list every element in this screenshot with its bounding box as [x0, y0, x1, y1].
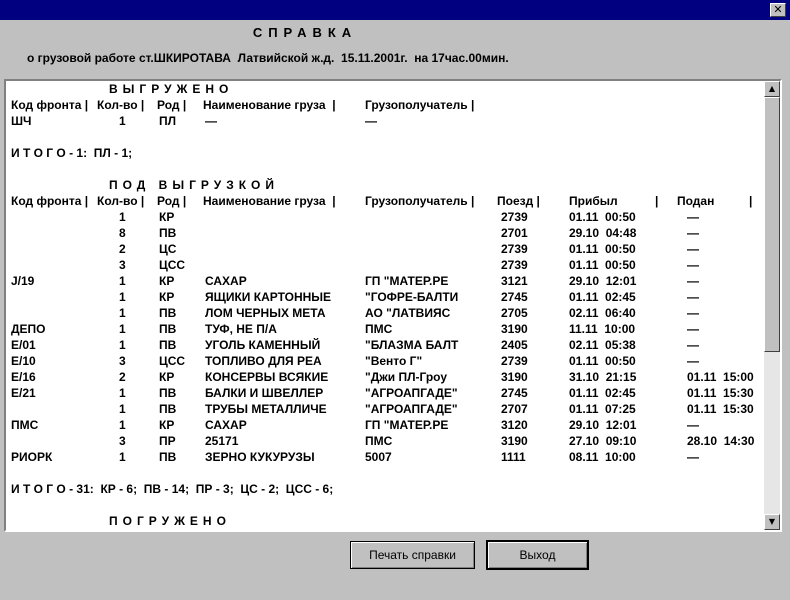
report-cell: ЦС — [159, 242, 177, 256]
report-cell: — — [687, 274, 699, 288]
report-cell: 01.11 15:30 — [687, 386, 754, 400]
report-cell: 1 — [119, 418, 126, 432]
blank-line — [9, 162, 769, 178]
column-header: | — [655, 194, 659, 208]
report-cell: БАЛКИ И ШВЕЛЛЕР — [205, 386, 324, 400]
section-total: И Т О Г О - 31: КР - 6; ПВ - 14; ПР - 3; ЦС - 2; ЦСС - 6; — [11, 482, 334, 496]
report-cell: 2707 — [501, 402, 528, 416]
report-cell: 25171 — [205, 434, 239, 448]
report-cell: 2739 — [501, 210, 528, 224]
report-cell: ЗЕРНО КУКУРУЗЫ — [205, 450, 315, 464]
report-cell: ЦСС — [159, 258, 186, 272]
column-header: Род | — [157, 194, 187, 208]
column-header: Подан — [677, 194, 715, 208]
column-header: Кол-во | — [97, 194, 145, 208]
report-cell: — — [687, 290, 699, 304]
report-cell: "АГРОАПГАДЕ" — [365, 402, 458, 416]
report-row — [9, 210, 769, 226]
column-header-row — [9, 98, 769, 114]
report-cell: 1 — [119, 114, 126, 128]
report-cell: ПВ — [159, 226, 177, 240]
report-cell: КР — [159, 274, 175, 288]
report-cell: 3 — [119, 258, 126, 272]
report-cell: 1 — [119, 386, 126, 400]
report-cell: САХАР — [205, 418, 247, 432]
report-cell: ШЧ — [11, 114, 32, 128]
report-cell: 01.11 00:50 — [569, 210, 636, 224]
report-cell: 01.11 02:45 — [569, 386, 636, 400]
report-cell: ПР — [159, 434, 176, 448]
exit-button[interactable]: Выход — [487, 541, 588, 569]
window-titlebar — [0, 0, 790, 20]
section-title-line — [9, 514, 769, 530]
report-cell: 1 — [119, 274, 126, 288]
scroll-down-button[interactable] — [764, 514, 780, 530]
vertical-scrollbar[interactable] — [764, 81, 780, 530]
section-total: И Т О Г О - 1: ПЛ - 1; — [11, 146, 133, 160]
report-row — [9, 450, 769, 466]
report-cell: КР — [159, 418, 175, 432]
column-header: Поезд | — [497, 194, 540, 208]
report-cell: — — [687, 306, 699, 320]
report-subtitle: о грузовой работе ст.ШКИРОТАВА Латвийской ж.д. 15.11.2001г. на 17час.00мин. — [27, 51, 509, 65]
report-cell: 1 — [119, 338, 126, 352]
column-header: Наименование груза | — [203, 98, 336, 112]
report-cell: ЛОМ ЧЕРНЫХ МЕТА — [205, 306, 326, 320]
report-cell: УГОЛЬ КАМЕННЫЙ — [205, 338, 321, 352]
report-cell: ПМС — [365, 434, 393, 448]
column-header: Наименование груза | — [203, 194, 336, 208]
close-button[interactable]: ✕ — [770, 3, 786, 17]
report-cell: — — [687, 226, 699, 240]
total-line — [9, 482, 769, 498]
report-row — [9, 226, 769, 242]
report-cell: — — [687, 210, 699, 224]
report-cell: КОНСЕРВЫ ВСЯКИЕ — [205, 370, 329, 384]
scroll-thumb[interactable] — [764, 97, 780, 352]
report-cell: ГП "МАТЕР.РЕ — [365, 418, 449, 432]
section-title: ПОГРУЖЕНО — [109, 514, 231, 528]
report-cell: 1 — [119, 402, 126, 416]
report-cell: РИОРК — [11, 450, 53, 464]
report-cell: ДЕПО — [11, 322, 46, 336]
report-title: СПРАВКА — [252, 25, 358, 40]
report-cell: САХАР — [205, 274, 247, 288]
report-cell: — — [205, 114, 217, 128]
report-row — [9, 242, 769, 258]
report-cell: — — [687, 338, 699, 352]
column-header: Грузополучатель | — [365, 194, 475, 208]
report-cell: 01.11 15:30 — [687, 402, 754, 416]
report-row — [9, 274, 769, 290]
total-line — [9, 146, 769, 162]
report-cell: 3 — [119, 434, 126, 448]
column-header: Грузополучатель | — [365, 98, 475, 112]
report-cell: ПВ — [159, 386, 177, 400]
report-cell: — — [687, 242, 699, 256]
report-cell: "АГРОАПГАДЕ" — [365, 386, 458, 400]
section-title: ПОД ВЫГРУЗКОЙ — [109, 178, 280, 192]
report-cell: 2745 — [501, 386, 528, 400]
section-title-line — [9, 178, 769, 194]
report-cell: 01.11 02:45 — [569, 290, 636, 304]
report-cell: 11.11 10:00 — [569, 322, 636, 336]
section-title-line — [9, 82, 769, 98]
report-cell: ЦСС — [159, 354, 186, 368]
column-header: | — [749, 194, 753, 208]
report-cell: Е/10 — [11, 354, 36, 368]
report-cell: 5007 — [365, 450, 392, 464]
report-row — [9, 386, 769, 402]
arrow-down-icon: ▼ — [768, 517, 776, 526]
section-title: ВЫГРУЖЕНО — [109, 82, 234, 96]
report-cell: ЯЩИКИ КАРТОННЫЕ — [205, 290, 332, 304]
report-cell: 3121 — [501, 274, 528, 288]
report-cell: 2739 — [501, 242, 528, 256]
report-cell: 1 — [119, 450, 126, 464]
report-cell: КР — [159, 210, 175, 224]
print-report-button[interactable]: Печать справки — [350, 541, 475, 569]
report-cell: КР — [159, 370, 175, 384]
report-cell: 8 — [119, 226, 126, 240]
report-cell: 3190 — [501, 322, 528, 336]
report-cell: ПВ — [159, 322, 177, 336]
report-row — [9, 322, 769, 338]
report-cell: 1 — [119, 322, 126, 336]
report-row — [9, 434, 769, 450]
arrow-up-icon: ▲ — [768, 84, 776, 93]
report-cell: — — [687, 450, 699, 464]
report-row — [9, 370, 769, 386]
report-cell: — — [687, 354, 699, 368]
report-content — [9, 82, 769, 532]
report-cell: 3120 — [501, 418, 528, 432]
report-cell: 2405 — [501, 338, 528, 352]
report-cell: ПМС — [365, 322, 393, 336]
report-cell: 01.11 00:50 — [569, 258, 636, 272]
report-row — [9, 306, 769, 322]
report-cell: Е/16 — [11, 370, 36, 384]
report-cell: ПМС — [11, 418, 39, 432]
report-cell: 1 — [119, 210, 126, 224]
report-cell: "Венто Г" — [365, 354, 423, 368]
scroll-up-button[interactable] — [764, 81, 780, 97]
report-cell: 2745 — [501, 290, 528, 304]
blank-line — [9, 130, 769, 146]
column-header-row — [9, 194, 769, 210]
blank-line — [9, 466, 769, 482]
report-cell: 28.10 14:30 — [687, 434, 755, 448]
report-text-area[interactable] — [4, 79, 782, 532]
report-row — [9, 114, 769, 130]
report-cell: ПЛ — [159, 114, 177, 128]
report-cell: 29.10 04:48 — [569, 226, 637, 240]
report-cell: ТРУБЫ МЕТАЛЛИЧЕ — [205, 402, 327, 416]
report-row — [9, 338, 769, 354]
report-cell: — — [687, 418, 699, 432]
report-cell: 3 — [119, 354, 126, 368]
column-header: Код фронта | — [11, 98, 89, 112]
report-row — [9, 402, 769, 418]
report-cell: 2701 — [501, 226, 528, 240]
report-cell: 01.11 15:00 — [687, 370, 754, 384]
report-cell: J/19 — [11, 274, 35, 288]
report-cell: ТУФ, НЕ П/А — [205, 322, 277, 336]
report-cell: 02.11 05:38 — [569, 338, 636, 352]
blank-line — [9, 498, 769, 514]
column-header: Прибыл — [569, 194, 618, 208]
report-cell: "БЛАЗМА БАЛТ — [365, 338, 459, 352]
report-cell: 3190 — [501, 434, 528, 448]
column-header: Кол-во | — [97, 98, 145, 112]
report-cell: КР — [159, 290, 175, 304]
report-row — [9, 258, 769, 274]
report-cell: "Джи ПЛ-Гроу — [365, 370, 448, 384]
report-cell: Е/21 — [11, 386, 36, 400]
report-cell: 1 — [119, 290, 126, 304]
report-row — [9, 354, 769, 370]
report-cell: 27.10 09:10 — [569, 434, 637, 448]
report-cell: Е/01 — [11, 338, 36, 352]
report-cell: 01.11 00:50 — [569, 242, 636, 256]
report-row — [9, 418, 769, 434]
report-cell: ПВ — [159, 338, 177, 352]
report-row — [9, 290, 769, 306]
report-cell: 1 — [119, 306, 126, 320]
report-cell: 1111 — [501, 450, 526, 464]
report-cell: ГП "МАТЕР.РЕ — [365, 274, 449, 288]
column-header: Род | — [157, 98, 187, 112]
report-cell: — — [687, 322, 699, 336]
report-cell: 29.10 12:01 — [569, 418, 637, 432]
report-cell: 2 — [119, 242, 126, 256]
report-cell: ПВ — [159, 402, 177, 416]
report-cell: 08.11 10:00 — [569, 450, 636, 464]
report-cell: 01.11 07:25 — [569, 402, 636, 416]
report-cell: 2739 — [501, 258, 528, 272]
report-cell: 2 — [119, 370, 126, 384]
report-cell: 01.11 00:50 — [569, 354, 636, 368]
report-cell: ТОПЛИВО ДЛЯ РЕА — [205, 354, 322, 368]
report-cell: 02.11 06:40 — [569, 306, 636, 320]
report-cell: 29.10 12:01 — [569, 274, 637, 288]
report-cell: — — [687, 258, 699, 272]
report-cell: АО "ЛАТВИЯС — [365, 306, 451, 320]
report-cell: — — [365, 114, 377, 128]
column-header: Код фронта | — [11, 194, 89, 208]
report-cell: "ГОФРЕ-БАЛТИ — [365, 290, 459, 304]
report-cell: 31.10 21:15 — [569, 370, 637, 384]
report-cell: 3190 — [501, 370, 528, 384]
report-cell: 2705 — [501, 306, 528, 320]
report-cell: ПВ — [159, 450, 177, 464]
report-cell: 2739 — [501, 354, 528, 368]
report-cell: ПВ — [159, 306, 177, 320]
